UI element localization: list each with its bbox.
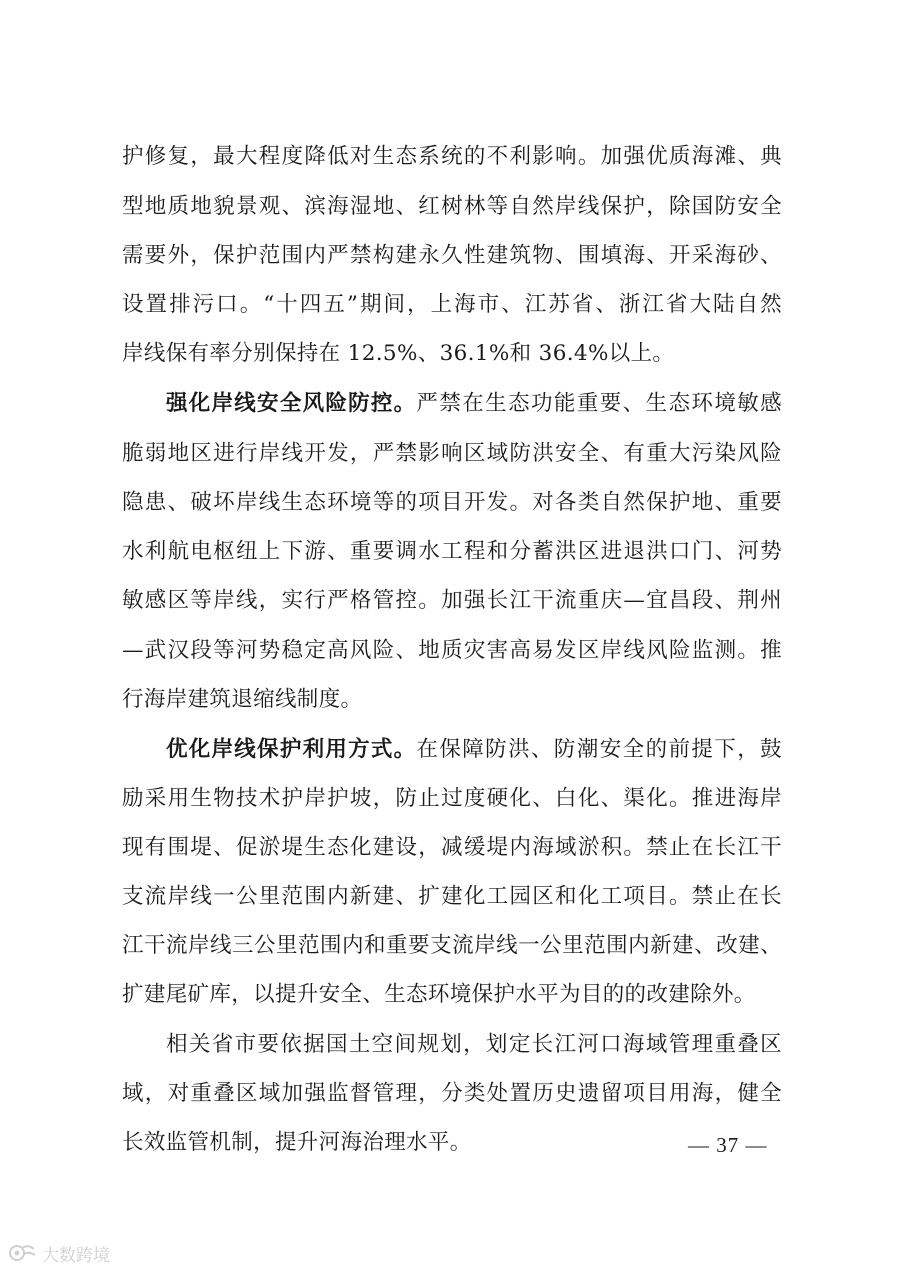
paragraph-1-line-5: 岸线保有率分别保持在 12.5%、36.1%和 36.4%以上。 xyxy=(122,341,675,366)
paragraph-3-line-1-text: 在保障防洪、防潮安全的前提下，鼓 xyxy=(416,737,782,762)
paragraph-2-line-4: 水利航电枢纽上下游、重要调水工程和分蓄洪区进退洪口门、河势 xyxy=(122,539,782,564)
paragraph-1-line-4: 设置排污口。“十四五”期间，上海市、江苏省、浙江省大陆自然 xyxy=(122,292,782,317)
paragraph-2-line-1-text: 严禁在生态功能重要、生态环境敏感 xyxy=(416,391,782,416)
paragraph-2-heading: 强化岸线安全风险防控。 xyxy=(166,391,417,416)
page-number: — 37 — xyxy=(688,1133,768,1157)
paragraph-3-line-1 xyxy=(166,735,782,765)
paragraph-1-line-3: 需要外，保护范围内严禁构建永久性建筑物、围填海、开采海砂、 xyxy=(122,243,782,268)
paragraph-3-line-5: 江干流岸线三公里范围内和重要支流岸线一公里范围内新建、改建、 xyxy=(122,933,782,958)
paragraph-2-line-5: 敏感区等岸线，实行严格管控。加强长江干流重庆—宜昌段、荆州 xyxy=(122,588,782,613)
paragraph-4-line-1: 相关省市要依据国土空间规划，划定长江河口海域管理重叠区 xyxy=(166,1032,782,1057)
watermark xyxy=(8,1240,110,1266)
brand-logo-icon xyxy=(8,1242,38,1264)
paragraph-4-line-2: 域，对重叠区域加强监督管理，分类处置历史遗留项目用海，健全 xyxy=(122,1081,782,1106)
paragraph-1-line-2: 型地质地貌景观、滨海湿地、红树林等自然岸线保护，除国防安全 xyxy=(122,194,782,219)
paragraph-2-line-1 xyxy=(166,389,782,419)
paragraph-3-line-3: 现有围堤、促淤堤生态化建设，减缓堤内海域淤积。禁止在长江干 xyxy=(122,835,782,860)
paragraph-2-line-2: 脆弱地区进行岸线开发，严禁影响区域防洪安全、有重大污染风险 xyxy=(122,441,782,466)
paragraph-2-line-7: 行海岸建筑退缩线制度。 xyxy=(122,687,363,712)
watermark-text: 大数跨境 xyxy=(42,1245,110,1266)
paragraph-4-line-3: 长效监管机制，提升河海治理水平。 xyxy=(122,1130,472,1155)
paragraph-1-line-1: 护修复，最大程度降低对生态系统的不利影响。加强优质海滩、典 xyxy=(122,144,782,169)
paragraph-2-line-6: —武汉段等河势稳定高风险、地质灾害高易发区岸线风险监测。推 xyxy=(122,638,782,663)
paragraph-3-line-2: 励采用生物技术护岸护坡，防止过度硬化、白化、渠化。推进海岸 xyxy=(122,786,782,811)
paragraph-3-heading: 优化岸线保护利用方式。 xyxy=(166,737,417,762)
paragraph-3-line-6: 扩建尾矿库，以提升安全、生态环境保护水平为目的的改建除外。 xyxy=(122,982,756,1007)
paragraph-2-line-3: 隐患、破坏岸线生态环境等的项目开发。对各类自然保护地、重要 xyxy=(122,490,782,515)
paragraph-3-line-4: 支流岸线一公里范围内新建、扩建化工园区和化工项目。禁止在长 xyxy=(122,884,782,909)
